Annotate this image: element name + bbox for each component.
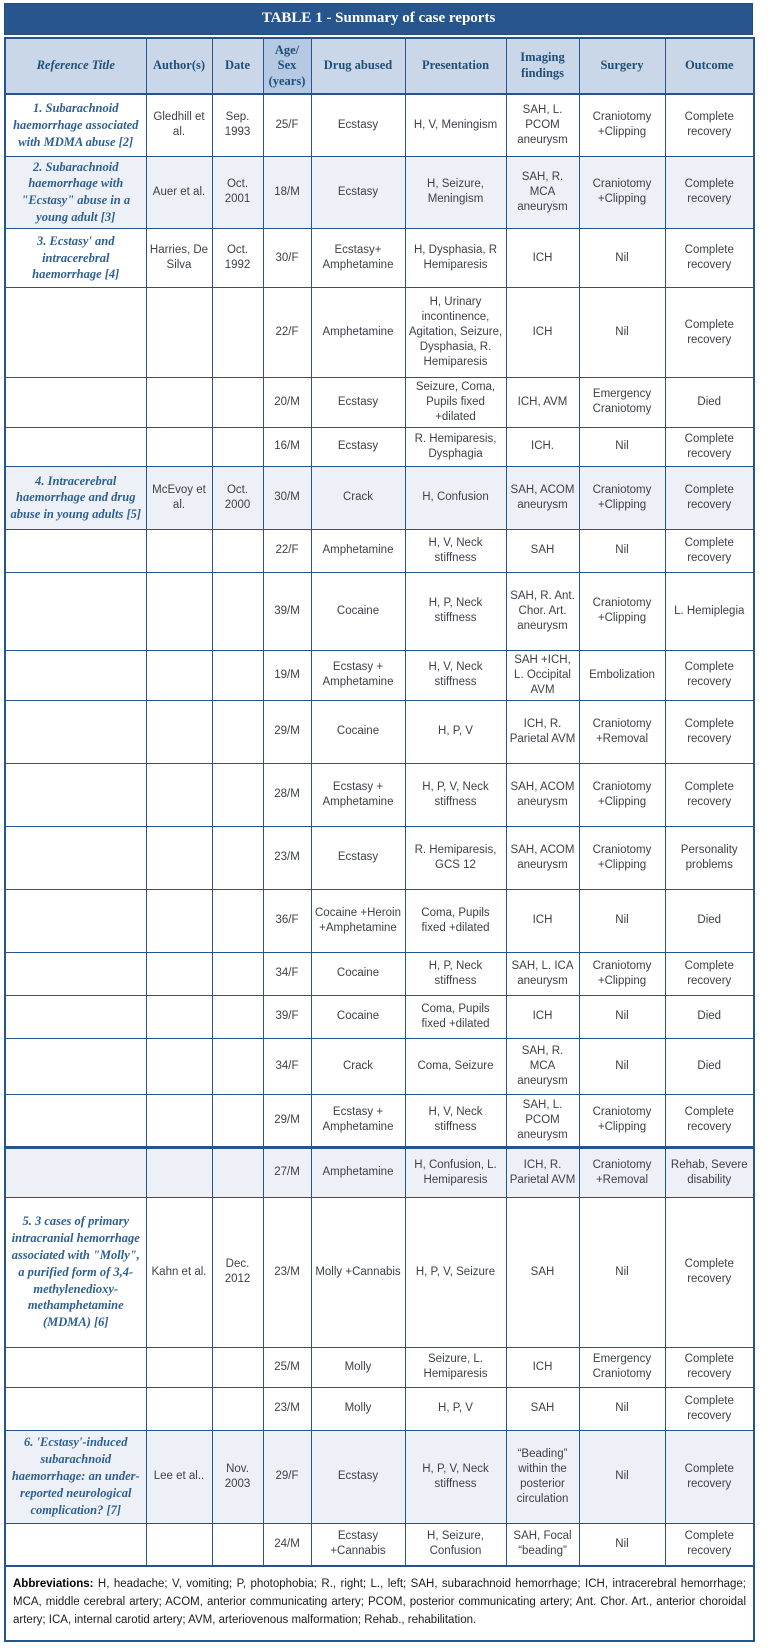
authors-cell: [146, 763, 212, 826]
imaging-findings-cell: SAH, ACOM aneurysm: [506, 466, 579, 529]
surgery-cell: Nil: [579, 288, 665, 378]
col-header-presentation: Presentation: [405, 38, 506, 94]
authors-cell: [146, 288, 212, 378]
presentation-cell: H, Urinary incontinence, Agitation, Seizure, Dysphasia, R. Hemiparesis: [405, 288, 506, 378]
date-cell: [212, 288, 263, 378]
surgery-cell: Embolization: [579, 650, 665, 700]
imaging-findings-cell: ICH, AVM: [506, 378, 579, 428]
drug-abused-cell: Ecstasy: [311, 1430, 405, 1523]
imaging-findings-cell: SAH, R. Ant. Chor. Art. aneurysm: [506, 572, 579, 650]
age-sex-cell: 27/M: [263, 1147, 311, 1197]
imaging-findings-cell: SAH, L. PCOM aneurysm: [506, 1094, 579, 1147]
age-sex-cell: 39/M: [263, 572, 311, 650]
presentation-cell: H, Dysphasia, R Hemiparesis: [405, 229, 506, 288]
reference-title-cell: [5, 1038, 146, 1094]
imaging-findings-cell: SAH, L. ICA aneurysm: [506, 952, 579, 995]
case-reports-table: [4, 37, 755, 1642]
date-cell: Dec. 2012: [212, 1197, 263, 1347]
imaging-findings-cell: ICH: [506, 1347, 579, 1387]
header-row: [5, 38, 754, 94]
table-row: [5, 650, 754, 700]
reference-title-cell: [5, 378, 146, 428]
presentation-cell: H, V, Meningism: [405, 94, 506, 156]
reference-title-cell: [5, 995, 146, 1038]
imaging-findings-cell: SAH, L. PCOM aneurysm: [506, 94, 579, 156]
table-row: [5, 1523, 754, 1566]
date-cell: [212, 529, 263, 572]
surgery-cell: Craniotomy +Clipping: [579, 952, 665, 995]
age-sex-cell: 29/F: [263, 1430, 311, 1523]
date-cell: Oct. 1992: [212, 229, 263, 288]
date-cell: [212, 572, 263, 650]
presentation-cell: H, Confusion: [405, 466, 506, 529]
imaging-findings-cell: SAH +ICH, L. Occipital AVM: [506, 650, 579, 700]
reference-title-cell: [5, 889, 146, 952]
reference-title-cell: [5, 529, 146, 572]
outcome-cell: Complete recovery: [665, 1347, 754, 1387]
age-sex-cell: 22/F: [263, 288, 311, 378]
col-header-outcome: Outcome: [665, 38, 754, 94]
drug-abused-cell: Ecstasy: [311, 826, 405, 889]
reference-title-cell: [5, 826, 146, 889]
surgery-cell: Craniotomy +Clipping: [579, 572, 665, 650]
presentation-cell: H, Seizure, Meningism: [405, 156, 506, 229]
presentation-cell: H, V, Neck stiffness: [405, 1094, 506, 1147]
imaging-findings-cell: “Beading” within the posterior circulation: [506, 1430, 579, 1523]
authors-cell: [146, 952, 212, 995]
imaging-findings-cell: SAH: [506, 1387, 579, 1430]
age-sex-cell: 30/F: [263, 229, 311, 288]
surgery-cell: Craniotomy +Clipping: [579, 1094, 665, 1147]
presentation-cell: Coma, Pupils fixed +dilated: [405, 889, 506, 952]
table-footer: [5, 1566, 754, 1640]
imaging-findings-cell: ICH, R. Parietal AVM: [506, 700, 579, 763]
abbreviations-label: Abbreviations:: [13, 1578, 94, 1591]
table-row: [5, 1347, 754, 1387]
imaging-findings-cell: ICH: [506, 229, 579, 288]
reference-title-cell: 5. 3 cases of primary intracranial hemorrhage associated with "Molly", a purified form of 3,4-methylenedioxy-methamphetamine (MDMA) [6]: [5, 1197, 146, 1347]
authors-cell: [146, 1038, 212, 1094]
date-cell: Sep. 1993: [212, 94, 263, 156]
date-cell: [212, 650, 263, 700]
presentation-cell: H, P, V, Seizure: [405, 1197, 506, 1347]
imaging-findings-cell: ICH: [506, 288, 579, 378]
presentation-cell: R. Hemiparesis, Dysphagia: [405, 427, 506, 466]
reference-title-cell: [5, 1523, 146, 1566]
surgery-cell: Craniotomy +Removal: [579, 1147, 665, 1197]
reference-title-cell: [5, 288, 146, 378]
table-row: [5, 889, 754, 952]
age-sex-cell: 23/M: [263, 1197, 311, 1347]
age-sex-cell: 29/M: [263, 1094, 311, 1147]
drug-abused-cell: Amphetamine: [311, 529, 405, 572]
presentation-cell: H, P, V: [405, 1387, 506, 1430]
imaging-findings-cell: SAH, Focal “beading”: [506, 1523, 579, 1566]
authors-cell: [146, 1094, 212, 1147]
imaging-findings-cell: SAH, ACOM aneurysm: [506, 763, 579, 826]
table-row: [5, 1038, 754, 1094]
outcome-cell: Died: [665, 1038, 754, 1094]
date-cell: Oct. 2000: [212, 466, 263, 529]
reference-title-cell: 2. Subarachnoid haemorrhage with "Ecstasy" abuse in a young adult [3]: [5, 156, 146, 229]
date-cell: [212, 995, 263, 1038]
table-row: [5, 952, 754, 995]
outcome-cell: Complete recovery: [665, 952, 754, 995]
age-sex-cell: 16/M: [263, 427, 311, 466]
date-cell: [212, 889, 263, 952]
outcome-cell: Personality problems: [665, 826, 754, 889]
age-sex-cell: 22/F: [263, 529, 311, 572]
age-sex-cell: 23/M: [263, 826, 311, 889]
surgery-cell: Nil: [579, 1387, 665, 1430]
date-cell: [212, 952, 263, 995]
surgery-cell: Nil: [579, 889, 665, 952]
age-sex-cell: 34/F: [263, 1038, 311, 1094]
outcome-cell: Complete recovery: [665, 229, 754, 288]
drug-abused-cell: Cocaine: [311, 952, 405, 995]
reference-title-cell: [5, 700, 146, 763]
age-sex-cell: 20/M: [263, 378, 311, 428]
surgery-cell: Nil: [579, 1430, 665, 1523]
surgery-cell: Emergency Craniotomy: [579, 378, 665, 428]
table-row: [5, 427, 754, 466]
table-row: [5, 763, 754, 826]
table-row: [5, 378, 754, 428]
table-row: [5, 1387, 754, 1430]
authors-cell: Kahn et al.: [146, 1197, 212, 1347]
presentation-cell: H, V, Neck stiffness: [405, 529, 506, 572]
outcome-cell: Complete recovery: [665, 700, 754, 763]
col-header-drug-abused: Drug abused: [311, 38, 405, 94]
outcome-cell: Complete recovery: [665, 288, 754, 378]
date-cell: [212, 1387, 263, 1430]
col-header-authors: Author(s): [146, 38, 212, 94]
authors-cell: [146, 995, 212, 1038]
table-row: [5, 1430, 754, 1523]
surgery-cell: Craniotomy +Clipping: [579, 94, 665, 156]
surgery-cell: Emergency Craniotomy: [579, 1347, 665, 1387]
authors-cell: [146, 529, 212, 572]
imaging-findings-cell: ICH: [506, 995, 579, 1038]
age-sex-cell: 28/M: [263, 763, 311, 826]
drug-abused-cell: Amphetamine: [311, 1147, 405, 1197]
abbreviations-text: H, headache; V, vomiting; P, photophobia; R., right; L., left; SAH, subarachnoid hemorrhage; ICH, intracerebral hemorrhage; MCA, middle cerebral artery; ACOM, anterior communicating artery; PCOM, posterior communicating artery; Ant. Chor. Art., anterior choroidal artery; ICA, internal carotid artery; AVM, arteriovenous malformation; Rehab., rehabilitation.: [13, 1578, 746, 1626]
outcome-cell: Complete recovery: [665, 1523, 754, 1566]
age-sex-cell: 36/F: [263, 889, 311, 952]
outcome-cell: Died: [665, 889, 754, 952]
drug-abused-cell: Ecstasy +Cannabis: [311, 1523, 405, 1566]
age-sex-cell: 34/F: [263, 952, 311, 995]
presentation-cell: Seizure, L. Hemiparesis: [405, 1347, 506, 1387]
date-cell: [212, 378, 263, 428]
imaging-findings-cell: ICH: [506, 889, 579, 952]
outcome-cell: Complete recovery: [665, 427, 754, 466]
surgery-cell: Nil: [579, 529, 665, 572]
table-row: [5, 1197, 754, 1347]
table-row: [5, 229, 754, 288]
col-header-surgery: Surgery: [579, 38, 665, 94]
date-cell: Nov. 2003: [212, 1430, 263, 1523]
drug-abused-cell: Ecstasy: [311, 94, 405, 156]
reference-title-cell: 6. 'Ecstasy'-induced subarachnoid haemorrhage: an under-reported neurological complication? [7]: [5, 1430, 146, 1523]
presentation-cell: Coma, Seizure: [405, 1038, 506, 1094]
drug-abused-cell: Cocaine +Heroin +Amphetamine: [311, 889, 405, 952]
age-sex-cell: 39/F: [263, 995, 311, 1038]
drug-abused-cell: Crack: [311, 466, 405, 529]
reference-title-cell: [5, 650, 146, 700]
surgery-cell: Craniotomy +Clipping: [579, 763, 665, 826]
authors-cell: Gledhill et al.: [146, 94, 212, 156]
outcome-cell: Complete recovery: [665, 763, 754, 826]
drug-abused-cell: Molly: [311, 1387, 405, 1430]
presentation-cell: H, P, V, Neck stiffness: [405, 763, 506, 826]
col-header-age-sex: Age/ Sex (years): [263, 38, 311, 94]
drug-abused-cell: Ecstasy + Amphetamine: [311, 1094, 405, 1147]
col-header-imaging-findings: Imaging findings: [506, 38, 579, 94]
surgery-cell: Nil: [579, 995, 665, 1038]
drug-abused-cell: Cocaine: [311, 572, 405, 650]
date-cell: Oct. 2001: [212, 156, 263, 229]
imaging-findings-cell: ICH, R. Parietal AVM: [506, 1147, 579, 1197]
age-sex-cell: 24/M: [263, 1523, 311, 1566]
authors-cell: [146, 889, 212, 952]
table-title: TABLE 1 - Summary of case reports: [4, 3, 753, 35]
table-row: [5, 529, 754, 572]
outcome-cell: Complete recovery: [665, 94, 754, 156]
outcome-cell: Complete recovery: [665, 1094, 754, 1147]
authors-cell: [146, 1147, 212, 1197]
drug-abused-cell: Cocaine: [311, 700, 405, 763]
outcome-cell: Complete recovery: [665, 156, 754, 229]
imaging-findings-cell: SAH: [506, 1197, 579, 1347]
presentation-cell: Seizure, Coma, Pupils fixed +dilated: [405, 378, 506, 428]
authors-cell: [146, 378, 212, 428]
date-cell: [212, 1038, 263, 1094]
outcome-cell: Complete recovery: [665, 650, 754, 700]
date-cell: [212, 700, 263, 763]
table-row: [5, 94, 754, 156]
imaging-findings-cell: ICH.: [506, 427, 579, 466]
authors-cell: [146, 1387, 212, 1430]
authors-cell: [146, 572, 212, 650]
table-row: [5, 288, 754, 378]
age-sex-cell: 25/F: [263, 94, 311, 156]
drug-abused-cell: Ecstasy + Amphetamine: [311, 763, 405, 826]
drug-abused-cell: Ecstasy: [311, 378, 405, 428]
age-sex-cell: 19/M: [263, 650, 311, 700]
drug-abused-cell: Molly: [311, 1347, 405, 1387]
table-row: [5, 466, 754, 529]
table-body: [5, 94, 754, 1566]
surgery-cell: Nil: [579, 1197, 665, 1347]
outcome-cell: Complete recovery: [665, 1197, 754, 1347]
surgery-cell: Craniotomy +Removal: [579, 700, 665, 763]
authors-cell: [146, 700, 212, 763]
presentation-cell: R. Hemiparesis, GCS 12: [405, 826, 506, 889]
col-header-reference-title: Reference Title: [5, 38, 146, 94]
age-sex-cell: 18/M: [263, 156, 311, 229]
presentation-cell: H, Seizure, Confusion: [405, 1523, 506, 1566]
outcome-cell: Died: [665, 995, 754, 1038]
reference-title-cell: 3. Ecstasy' and intracerebral haemorrhage [4]: [5, 229, 146, 288]
reference-title-cell: [5, 952, 146, 995]
surgery-cell: Craniotomy +Clipping: [579, 826, 665, 889]
presentation-cell: H, P, V: [405, 700, 506, 763]
reference-title-cell: [5, 1147, 146, 1197]
col-header-date: Date: [212, 38, 263, 94]
presentation-cell: H, P, Neck stiffness: [405, 952, 506, 995]
reference-title-cell: [5, 1347, 146, 1387]
reference-title-cell: 4. Intracerebral haemorrhage and drug abuse in young adults [5]: [5, 466, 146, 529]
authors-cell: [146, 427, 212, 466]
reference-title-cell: 1. Subarachnoid haemorrhage associated with MDMA abuse [2]: [5, 94, 146, 156]
date-cell: [212, 1147, 263, 1197]
outcome-cell: Complete recovery: [665, 529, 754, 572]
presentation-cell: H, Confusion, L. Hemiparesis: [405, 1147, 506, 1197]
drug-abused-cell: Ecstasy + Amphetamine: [311, 650, 405, 700]
drug-abused-cell: Molly +Cannabis: [311, 1197, 405, 1347]
table-row: [5, 995, 754, 1038]
table-row: [5, 700, 754, 763]
date-cell: [212, 1094, 263, 1147]
abbreviations-row: [5, 1566, 754, 1640]
authors-cell: [146, 826, 212, 889]
abbreviations-cell: [5, 1566, 754, 1640]
date-cell: [212, 826, 263, 889]
reference-title-cell: [5, 427, 146, 466]
surgery-cell: Nil: [579, 1038, 665, 1094]
presentation-cell: H, P, Neck stiffness: [405, 572, 506, 650]
authors-cell: Harries, De Silva: [146, 229, 212, 288]
reference-title-cell: [5, 1387, 146, 1430]
presentation-cell: Coma, Pupils fixed +dilated: [405, 995, 506, 1038]
authors-cell: [146, 650, 212, 700]
surgery-cell: Craniotomy +Clipping: [579, 466, 665, 529]
authors-cell: [146, 1347, 212, 1387]
age-sex-cell: 25/M: [263, 1347, 311, 1387]
age-sex-cell: 23/M: [263, 1387, 311, 1430]
table-row: [5, 156, 754, 229]
presentation-cell: H, P, V, Neck stiffness: [405, 1430, 506, 1523]
drug-abused-cell: Ecstasy: [311, 156, 405, 229]
table-row: [5, 826, 754, 889]
imaging-findings-cell: SAH: [506, 529, 579, 572]
date-cell: [212, 1347, 263, 1387]
drug-abused-cell: Cocaine: [311, 995, 405, 1038]
authors-cell: McEvoy et al.: [146, 466, 212, 529]
outcome-cell: Rehab, Severe disability: [665, 1147, 754, 1197]
authors-cell: [146, 1523, 212, 1566]
reference-title-cell: [5, 1094, 146, 1147]
presentation-cell: H, V, Neck stiffness: [405, 650, 506, 700]
outcome-cell: L. Hemiplegia: [665, 572, 754, 650]
surgery-cell: Craniotomy +Clipping: [579, 156, 665, 229]
authors-cell: Lee et al..: [146, 1430, 212, 1523]
imaging-findings-cell: SAH, R. MCA aneurysm: [506, 1038, 579, 1094]
date-cell: [212, 427, 263, 466]
surgery-cell: Nil: [579, 427, 665, 466]
table-header: [5, 38, 754, 94]
imaging-findings-cell: SAH, ACOM aneurysm: [506, 826, 579, 889]
authors-cell: Auer et al.: [146, 156, 212, 229]
outcome-cell: Died: [665, 378, 754, 428]
surgery-cell: Nil: [579, 229, 665, 288]
drug-abused-cell: Amphetamine: [311, 288, 405, 378]
age-sex-cell: 29/M: [263, 700, 311, 763]
drug-abused-cell: Ecstasy: [311, 427, 405, 466]
outcome-cell: Complete recovery: [665, 466, 754, 529]
drug-abused-cell: Crack: [311, 1038, 405, 1094]
surgery-cell: Nil: [579, 1523, 665, 1566]
age-sex-cell: 30/M: [263, 466, 311, 529]
imaging-findings-cell: SAH, R. MCA aneurysm: [506, 156, 579, 229]
reference-title-cell: [5, 572, 146, 650]
drug-abused-cell: Ecstasy+ Amphetamine: [311, 229, 405, 288]
date-cell: [212, 763, 263, 826]
reference-title-cell: [5, 763, 146, 826]
table-row: [5, 1147, 754, 1197]
outcome-cell: Complete recovery: [665, 1430, 754, 1523]
date-cell: [212, 1523, 263, 1566]
outcome-cell: Complete recovery: [665, 1387, 754, 1430]
table-row: [5, 572, 754, 650]
table-row: [5, 1094, 754, 1147]
